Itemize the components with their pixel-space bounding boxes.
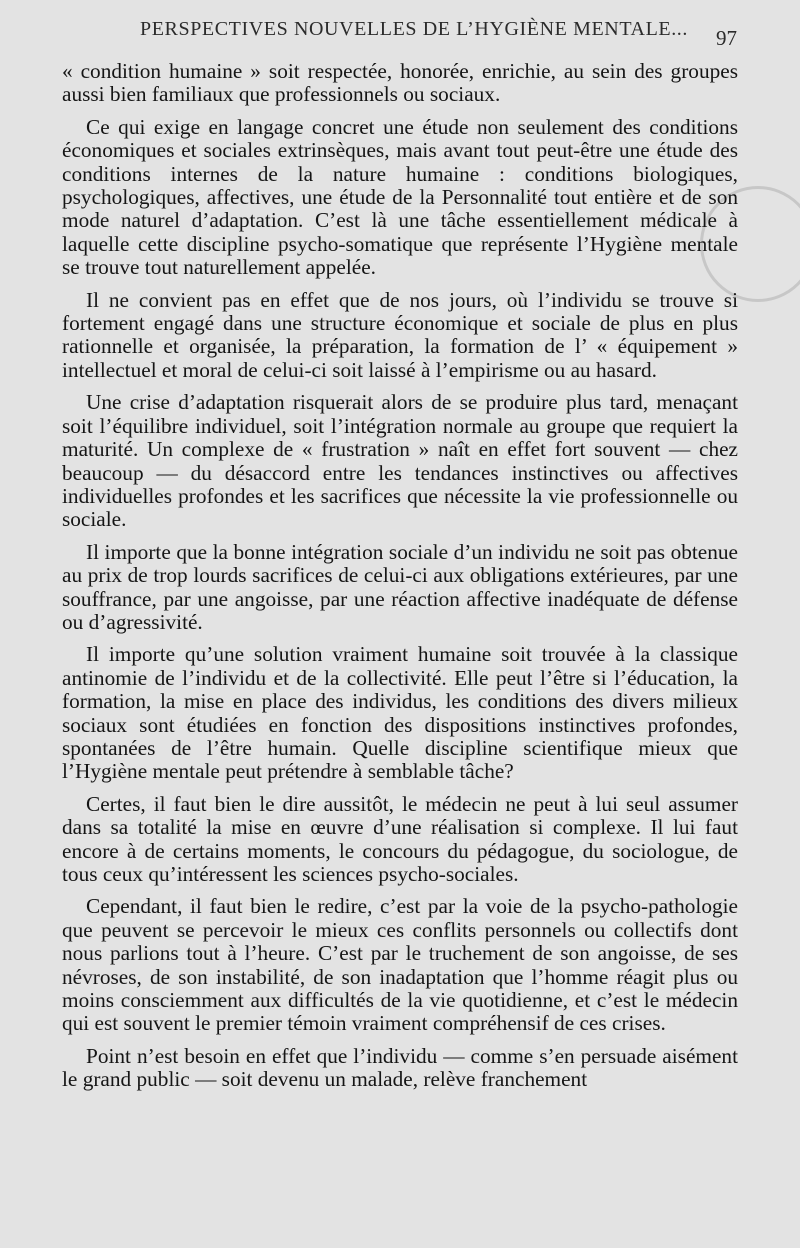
paragraph: Il importe que la bonne intégration sociale d’un individu ne soit pas obtenue au prix de trop lourds sacrifices de celui-ci aux obligations extérieures, par une souffrance, par une angoisse, par une réaction affective inadéquate de défense ou d’agressivité.: [62, 539, 738, 634]
running-title: PERSPECTIVES NOUVELLES DE L’HYGIÈNE MENTALE...: [140, 18, 689, 40]
body-text: [62, 60, 738, 1101]
paragraph: Il importe qu’une solution vraiment humaine soit trouvée à la classique antinomie de l’individu et de la collectivité. Elle peut l’être si l’éducation, la formation, la mise en place des individus, les conditions des divers milieux sociaux sont étudiées en fonction des dispositions instinctives profondes, spontanées de l’être humain. Quelle discipline scientifique mieux que l’Hygiène mentale peut prétendre à semblable tâche?: [62, 642, 738, 784]
paragraph: Ce qui exige en langage concret une étude non seulement des conditions économiques et sociales extrinsèques, mais avant tout peut-être une étude des conditions internes de la nature humaine : conditions biologiques, psychologiques, affectives, une étude de la Personnalité tout entière et de son mode naturel d’adaptation. C’est là une tâche essentiellement médicale à laquelle cette discipline psycho-somatique que représente l’Hygiène mentale se trouve tout naturellement appelée.: [62, 114, 738, 280]
paragraph: Cependant, il faut bien le redire, c’est par la voie de la psycho-pathologie que peuvent se percevoir le mieux ces conflits personnels ou collectifs dont nous parlions tout à l’heure. C’est par le truchement de son angoisse, de ses névroses, de son instabilité, de son inadaptation que l’homme réagit plus ou moins consciemment aux difficultés de la vie quotidienne, et c’est le médecin qui est souvent le premier témoin vraiment compréhensif de ces crises.: [62, 894, 738, 1036]
page-number: 97: [716, 26, 737, 50]
paragraph: « condition humaine » soit respectée, honorée, enrichie, au sein des groupes aussi bien familiaux que professionnels ou sociaux.: [62, 59, 738, 107]
paragraph: Une crise d’adaptation risquerait alors de se produire plus tard, menaçant soit l’équilibre individuel, soit l’intégration normale au groupe que requiert la maturité. Un complexe de « frustration » naît en effet fort souvent — chez beaucoup — du désaccord entre les tendances instinctives ou affectives individuelles profondes et les sacrifices que nécessite la vie professionnelle ou sociale.: [62, 390, 738, 532]
paragraph: Il ne convient pas en effet que de nos jours, où l’individu se trouve si fortement engagé dans une structure économique et sociale de plus en plus rationnelle et organisée, la préparation, la formation de l’ « équipement » intellectuel et moral de celui-ci soit laissé à l’empirisme ou au hasard.: [62, 287, 738, 382]
paragraph: Certes, il faut bien le dire aussitôt, le médecin ne peut à lui seul assumer dans sa totalité la mise en œuvre d’une réalisation si complexe. Il lui faut encore à de certains moments, le concours du pédagogue, du sociologue, de tous ceux qu’intéressent les sciences psycho-sociales.: [62, 791, 738, 886]
paragraph: Point n’est besoin en effet que l’individu — comme s’en persuade aisément le grand public — soit devenu un malade, relève franchement: [62, 1043, 738, 1092]
